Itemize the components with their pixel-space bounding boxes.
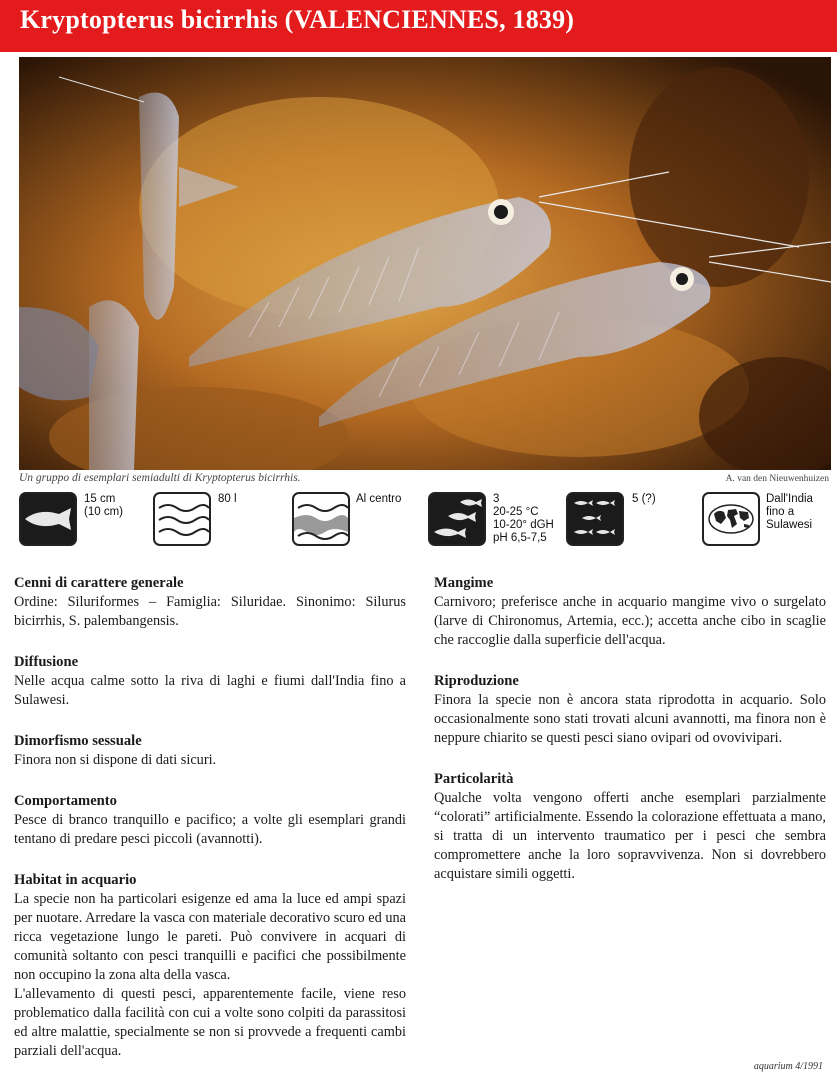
photo-credit: A. van den Nieuwenhuizen bbox=[725, 474, 829, 484]
section-particularities bbox=[434, 770, 826, 884]
distribution-line-1: Dall'India bbox=[766, 493, 813, 505]
temperature: 20-25 °C bbox=[493, 506, 539, 518]
section-general bbox=[14, 574, 406, 631]
section-habitat bbox=[14, 871, 406, 1061]
section-heading: Riproduzione bbox=[434, 673, 519, 689]
section-heading: Cenni di carattere generale bbox=[14, 575, 184, 591]
section-dimorphism bbox=[14, 732, 406, 770]
volume-label: 80 l bbox=[218, 493, 237, 505]
section-text-2: L'allevamento di questi pesci, apparentemente facile, viene reso problematico dalla facilità con cui a volte sono colpiti da parassitosi ed altre malattie, specialmente se non si provvede a frequenti cambi parziali dell'acqua. bbox=[14, 986, 406, 1059]
section-text: Nelle acqua calme sotto la riva di laghi e fiumi dall'India fino a Sulawesi. bbox=[14, 673, 406, 708]
section-text: Ordine: Siluriformes – Famiglia: Siluridae. Sinonimo: Silurus bicirrhis, S. palembangensis. bbox=[14, 594, 406, 629]
section-text: La specie non ha particolari esigenze ed ama la luce ed ampi spazi per nuotare. Arredare la vasca con materiale decorativo scuro ed una ricca vegetazione lungo le pareti. Può convivere in acquari di comunità soltanto con pesci tranquilli e pacifici che possibilmente non occupino la zona alta della vasca. bbox=[14, 891, 406, 983]
photo-caption: Un gruppo di esemplari semiadulti di Kryptopterus bicirrhis. bbox=[19, 472, 301, 484]
water-params-grade: 3 bbox=[493, 493, 500, 505]
water-level-icon bbox=[292, 492, 350, 546]
distribution-line-3: Sulawesi bbox=[766, 519, 813, 531]
section-text: Pesce di branco tranquillo e pacifico; a volte gli esemplari grandi tentano di predare pesci piccoli (avannotti). bbox=[14, 812, 406, 847]
section-text: Finora non si dispone di dati sicuri. bbox=[14, 752, 217, 768]
fish-length-icon bbox=[19, 492, 77, 546]
distribution-label bbox=[766, 493, 813, 532]
size-aquarium: (10 cm) bbox=[84, 506, 123, 518]
section-text: Finora la specie non è ancora stata riprodotta in acquario. Solo occasionalmente sono stati trovati alcuni avannotti, ma finora non è neppure chiarito se questi pesci siano ovipari od ovovivipari. bbox=[434, 692, 826, 746]
section-heading: Dimorfismo sessuale bbox=[14, 733, 142, 749]
hardness: 10-20° dGH bbox=[493, 519, 554, 531]
page-title: Kryptopterus bicirrhis (VALENCIENNES, 1839) bbox=[20, 5, 575, 34]
section-food bbox=[434, 574, 826, 650]
size-adult: 15 cm bbox=[84, 493, 116, 505]
swim-zone-label: Al centro bbox=[356, 493, 402, 505]
size-label bbox=[84, 493, 123, 519]
section-reproduction bbox=[434, 672, 826, 748]
left-column bbox=[14, 574, 406, 1083]
section-heading: Diffusione bbox=[14, 654, 79, 670]
section-distribution bbox=[14, 653, 406, 710]
water-params-label bbox=[493, 493, 554, 545]
section-heading: Comportamento bbox=[14, 793, 117, 809]
water-params-icon bbox=[428, 492, 486, 546]
section-behaviour bbox=[14, 792, 406, 849]
right-column bbox=[434, 574, 826, 906]
fish-photo bbox=[19, 57, 831, 470]
section-text: Qualche volta vengono offerti anche esemplari parzialmente “colorati” artificialmente. Essendo la colorazione effettuata a mano, si tratta di un intervento traumatico per i pesci che sembra compromettere anche la loro sopravvivenza. Non si dovrebbero acquistare simili oggetti. bbox=[434, 790, 826, 882]
school-icon bbox=[566, 492, 624, 546]
school-size-label: 5 (?) bbox=[632, 493, 656, 505]
title-bar bbox=[0, 0, 837, 52]
section-heading: Mangime bbox=[434, 575, 494, 591]
section-heading: Particolarità bbox=[434, 771, 514, 787]
ph: pH 6,5-7,5 bbox=[493, 532, 547, 544]
distribution-line-2: fino a bbox=[766, 506, 795, 518]
footer-source: aquarium 4/1991 bbox=[753, 1061, 823, 1072]
tank-volume-icon bbox=[153, 492, 211, 546]
section-text: Carnivoro; preferisce anche in acquario mangime vivo o surgelato (larve di Chironomus, Artemia, ecc.); accetta anche cibo in scaglie che raccoglie dalla superficie dell'acqua. bbox=[434, 594, 826, 648]
globe-icon bbox=[702, 492, 760, 546]
section-heading: Habitat in acquario bbox=[14, 872, 137, 888]
